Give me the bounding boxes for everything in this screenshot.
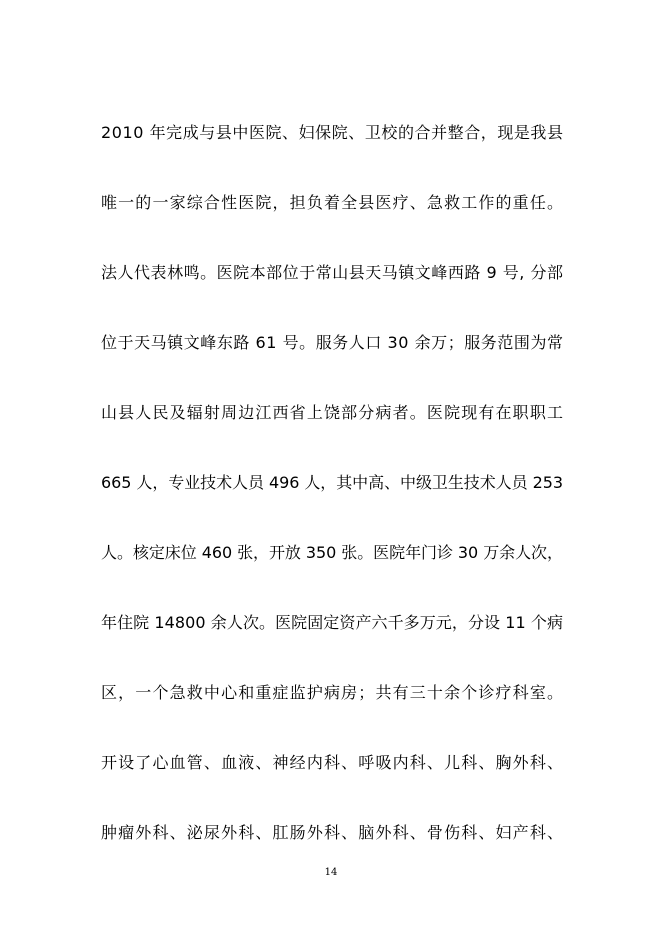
text-line-4: 位于天马镇文峰东路 61 号。服务人口 30 余万；服务范围为常 [101,333,564,352]
text-line-7: 人。核定床位 460 张，开放 350 张。医院年门诊 30 万余人次， [101,543,563,562]
text-line-6: 665 人，专业技术人员 496 人，其中高、中级卫生技术人员 253 [101,473,563,492]
text-line-5: 山县人民及辐射周边江西省上饶部分病者。医院现有在职职工 [101,403,565,422]
text-line-10: 开设了心血管、血液、神经内科、呼吸内科、儿科、胸外科、 [101,753,565,772]
text-line-3: 法人代表林鸣。医院本部位于常山县天马镇文峰西路 9 号, 分部 [101,263,564,282]
text-line-11: 肿瘤外科、泌尿外科、肛肠外科、脑外科、骨伤科、妇产科、 [101,823,565,842]
text-line-9: 区，一个急救中心和重症监护病房；共有三十余个诊疗科室。 [101,683,565,702]
text-line-1: 2010 年完成与县中医院、妇保院、卫校的合并整合，现是我县 [101,123,564,142]
text-line-2: 唯一的一家综合性医院，担负着全县医疗、急救工作的重任。 [101,193,565,212]
text-line-8: 年住院 14800 余人次。医院固定资产六千多万元，分设 11 个病 [101,613,564,632]
body-text [101,115,563,885]
page-number: 14 [324,867,338,878]
